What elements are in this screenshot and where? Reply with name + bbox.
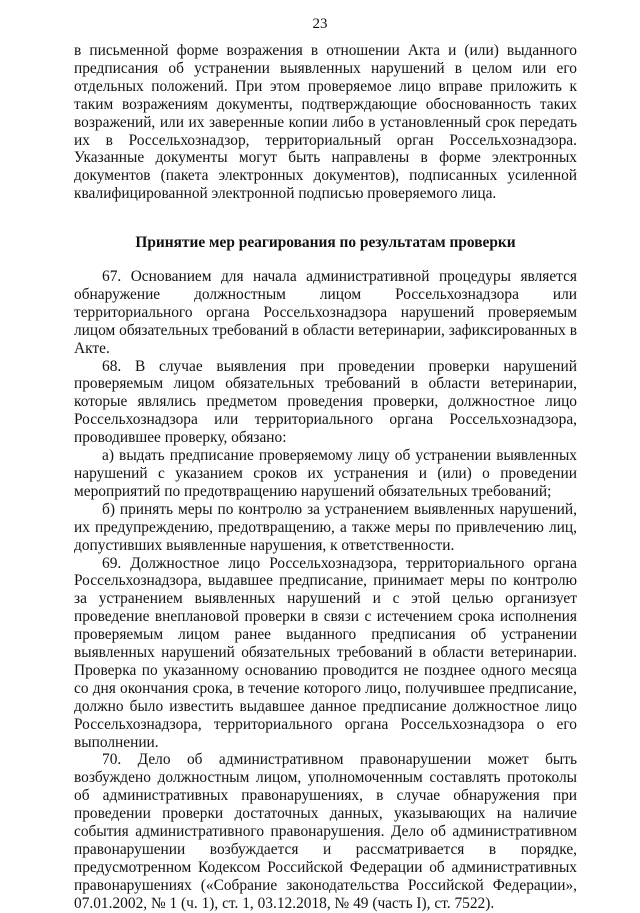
paragraph-70: 70. Дело об административном правонарушении может быть возбуждено должностным лицом, уполномоченным составлять протоколы об административных правонарушениях, в случае обнаружения при проведении проверки достаточных данных, указывающих на наличие события административного правонарушения. Дело об административном правонарушении возбуждается и рассматривается в порядке, предусмотренном Кодексом Российской Федерации об административных правонарушениях («Собрание законодательства Российской Федерации», 07.01.2002, № 1 (ч. 1), ст. 1, 03.12.2018, № 49 (часть I), ст. 7522). — [74, 751, 577, 912]
paragraph-67: 67. Основанием для начала административной процедуры является обнаружение должностным лицом Россельхознадзора или территориального органа Россельхознадзора нарушений проверяемым лицом обязательных требований в области ветеринарии, зафиксированных в Акте. — [74, 268, 577, 357]
paragraph-68: 68. В случае выявления при проведении проверки нарушений проверяемым лицом обязательных требований в области ветеринарии, которые являлись предметом проведения проверки, должностное лицо Россельхознадзора или территориального органа Россельхознадзора, проводившее проверку, обязано: — [74, 357, 577, 447]
main-text-block — [74, 268, 577, 913]
paragraph-69: 69. Должностное лицо Россельхознадзора, территориального органа Россельхознадзора, выдавшее предписание, принимает меры по контролю за устранением выявленных нарушений и с этой целью организует проведение внеплановой проверки в связи с истечением срока исполнения проверяемым лицом ранее выданного предписания об устранении выявленных нарушений обязательных требований в области ветеринарии. Проверка по указанному основанию проводится не позднее одного месяца со дня окончания срока, в течение которого лицо, получившее предписание, должно было известить выдавшее данное предписание должностное лицо Россельхознадзора, территориального органа Россельхознадзора о его выполнении. — [74, 554, 577, 751]
continuation-block — [74, 42, 577, 203]
paragraph-68-a: а) выдать предписание проверяемому лицу об устранении выявленных нарушений с указанием сроков их устранения и (или) о проведении мероприятий по предотвращению нарушений обязательных требований; — [74, 447, 577, 500]
page-number: 23 — [312, 16, 328, 32]
paragraph-68-b: б) принять меры по контролю за устранением выявленных нарушений, их предупреждению, предотвращению, а также меры по привлечению лиц, допустивших выявленные нарушения, к ответственности. — [74, 500, 577, 554]
section-heading: Принятие мер реагирования по результатам проверки — [135, 234, 516, 251]
continuation-paragraph: в письменной форме возражения в отношении Акта и (или) выданного предписания об устранении выявленных нарушений в целом или его отдельных положений. При этом проверяемое лицо вправе приложить к таким возражениям документы, подтверждающие обоснованность таких возражений, или их заверенные копии либо в установленный срок передать их в Россельхознадзор, территориальный орган Россельхознадзора. Указанные документы могут быть направлены в форме электронных документов (пакета электронных документов), подписанных усиленной квалифицированной электронной подписью проверяемого лица. — [74, 42, 577, 203]
